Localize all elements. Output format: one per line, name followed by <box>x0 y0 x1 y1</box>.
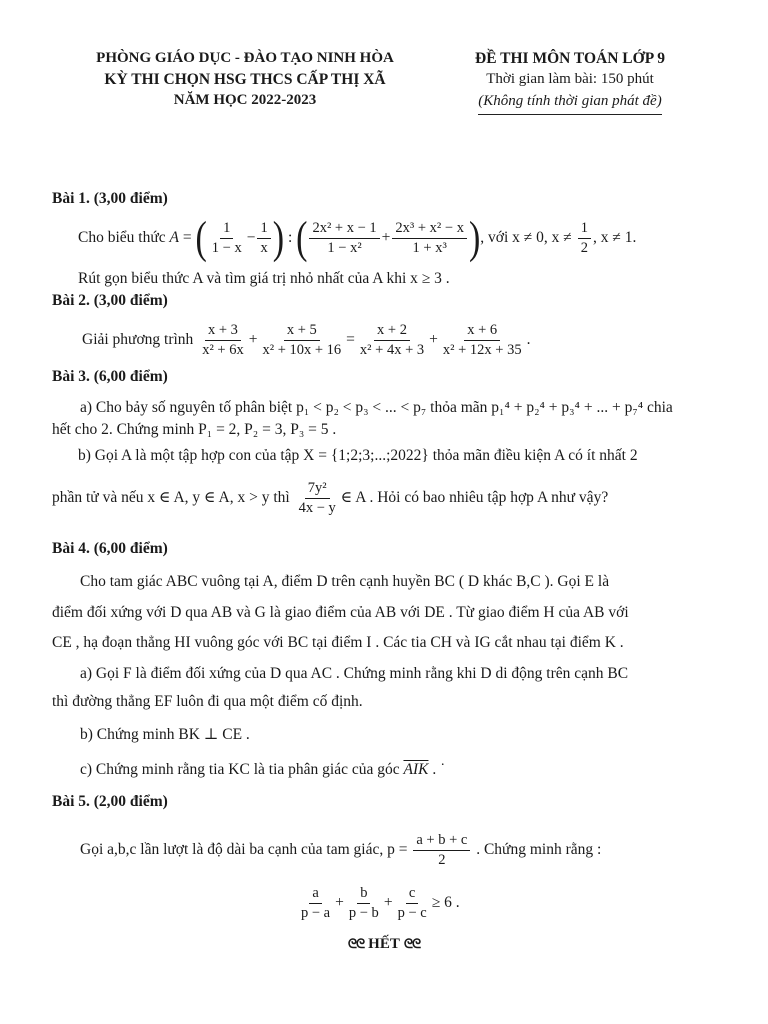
problem-5-title: Bài 5. (2,00 điểm) <box>52 793 168 810</box>
exam-subject: ĐỀ THI MÔN TOÁN LỚP 9 <box>475 50 665 67</box>
fraction <box>309 220 379 257</box>
problem-3-title: Bài 3. (6,00 điểm) <box>52 368 168 385</box>
numerator: 1 <box>578 220 591 239</box>
problem-4c-text: c) Chứng minh rằng tia KC là tia phân giác của góc <box>80 761 404 778</box>
denominator: 2 <box>438 852 446 868</box>
numerator: x + 2 <box>374 322 410 341</box>
problem-4c-text-end: . ˙ <box>428 761 446 778</box>
problem-1-intro: Cho biểu thức <box>78 229 170 247</box>
denominator: 1 + x³ <box>412 240 447 256</box>
numerator: c <box>406 885 418 904</box>
denominator: x² + 4x + 3 <box>359 342 425 358</box>
problem-4-para2: điểm đối xứng với D qua AB và G là giao điểm của AB với DE . Từ giao điểm H của AB với <box>52 604 629 621</box>
numerator: 1 <box>257 220 270 239</box>
condition-text: , với x ≠ 0, x ≠ <box>480 229 576 247</box>
problem-5-text-end: . Chứng minh rằng : <box>472 841 602 859</box>
fraction <box>392 220 467 257</box>
numerator: 1 <box>220 220 233 239</box>
angle-AIK: $\overline{AIK}$ <box>403 761 429 778</box>
problem-5-inequality: $\frac{a}{p - a}$ + $\frac{b}{p - b}$ + $\frac{c}{p - c}$ ≥ 6 . <box>296 885 460 922</box>
problem-1-title: Bài 1. (3,00 điểm) <box>52 190 168 207</box>
denominator: 4x − y <box>298 500 336 516</box>
ornament-left-icon: ᘓᘓ <box>347 936 365 951</box>
problem-5-text: Gọi a,b,c lần lượt là độ dài ba cạnh của tam giác, p = <box>80 841 412 859</box>
problem-3b-line2 <box>52 480 608 517</box>
condition-text-end: , x ≠ 1. <box>592 229 637 247</box>
fraction <box>357 322 427 359</box>
numerator: a + b + c <box>413 832 470 851</box>
fraction <box>413 832 470 869</box>
fraction <box>346 885 382 922</box>
problem-3b-text: phần tử và nếu x ∈ A, y ∈ A, x > y thì <box>52 489 294 507</box>
problem-5-statement <box>80 832 601 869</box>
problem-3b-line1: b) Gọi A là một tập hợp con của tập X = {1;2;3;...;2022} thỏa mãn điều kiện A có ít nhất 2 <box>78 447 638 464</box>
problem-1-expression: Cho biểu thức A = ( $\frac{1}{1 - x}$ − $\frac{1}{x}$ ) : ( $\frac{\text{2x² + x − 1}}{\text{1 − x²}}$ + $\frac{\text{2x³ + x² − x}}{\text{1 + x³}}$ ), với x ≠ 0, x ≠ $\frac{1}{2}$ , x ≠ 1. <box>78 212 637 263</box>
denominator: 1 − x² <box>327 240 362 256</box>
problem-3a-line1: a) Cho bảy số nguyên tố phân biệt p₁ < p₂ < p₃ < ... < p₇ thỏa mãn p₁⁴ + p₂⁴ + p₃⁴ + ... + p₇⁴ chia <box>80 399 673 416</box>
problem-3a-line2: hết cho 2. Chứng minh P₁ = 2, P₂ = 3, P₃ = 5 . <box>52 421 337 438</box>
denominator: x² + 12x + 35 <box>442 342 522 358</box>
problem-4a-line1: a) Gọi F là điểm đối xứng của D qua AC . Chứng minh rằng khi D di động trên cạnh BC <box>80 665 629 682</box>
school-year: NĂM HỌC 2022-2023 <box>173 92 317 108</box>
fraction <box>298 885 333 922</box>
problem-4-para3: CE , hạ đoạn thẳng HI vuông góc với BC tại điểm I . Các tia CH và IG cắt nhau tại điểm K . <box>52 634 624 651</box>
problem-2-title: Bài 2. (3,00 điểm) <box>52 292 168 309</box>
exam-duration: Thời gian làm bài: 150 phút <box>486 71 654 87</box>
fraction <box>259 322 344 359</box>
numerator: x + 3 <box>205 322 241 341</box>
denominator: p − c <box>397 905 427 921</box>
problem-2-equation: Giải phương trình $\frac{x + 3}{\text{x² + 6x}}$ + $\frac{x + 5}{\text{x² + 10x + 16}}$ = $\frac{x + 2}{\text{x² + 4x + 3}}$ + $\frac{x + 6}{\text{x² + 12x + 35}}$ . <box>82 322 531 358</box>
denominator: x <box>260 240 268 256</box>
problem-4c <box>80 760 445 780</box>
fraction <box>440 322 525 359</box>
inequality-tail: ≥ 6 . <box>431 894 460 912</box>
fraction <box>296 480 339 517</box>
denominator: 2 <box>580 240 588 256</box>
numerator: b <box>357 885 370 904</box>
problem-4a-line2: thì đường thẳng EF luôn đi qua một điểm cố định. <box>52 693 363 710</box>
end-text: HẾT <box>368 936 400 952</box>
exam-duration-note: (Không tính thời gian phát đề) <box>478 91 661 115</box>
numerator: 2x³ + x² − x <box>392 220 467 239</box>
problem-2-intro: Giải phương trình <box>82 331 198 349</box>
problem-4-para1: Cho tam giác ABC vuông tại A, điểm D trên cạnh huyền BC ( D khác B,C ). Gọi E là <box>80 573 610 590</box>
exam-name: KỲ THI CHỌN HSG THCS CẤP THỊ XÃ <box>104 71 386 88</box>
variable-A: A <box>169 229 179 247</box>
problem-4-title: Bài 4. (6,00 điểm) <box>52 540 168 557</box>
header-right <box>450 48 690 115</box>
denominator: 1 − x <box>211 240 242 256</box>
ornament-right-icon: ᘓᘓ <box>403 936 421 951</box>
denominator: p − a <box>301 905 331 921</box>
fraction <box>578 220 591 257</box>
department-name: PHÒNG GIÁO DỤC - ĐÀO TẠO NINH HÒA <box>96 50 394 66</box>
numerator: x + 6 <box>464 322 500 341</box>
fraction <box>209 220 245 257</box>
fraction <box>199 322 247 359</box>
numerator: 2x² + x − 1 <box>309 220 379 239</box>
numerator: x + 5 <box>284 322 320 341</box>
problem-3b-text-end: ∈ A . Hỏi có bao nhiêu tập hợp A như vậy? <box>340 489 609 507</box>
fraction <box>257 220 270 257</box>
numerator: a <box>309 885 321 904</box>
end-marker <box>0 936 768 953</box>
fraction <box>395 885 430 922</box>
numerator: 7y² <box>305 480 330 499</box>
problem-4b: b) Chứng minh BK ⊥ CE . <box>80 726 250 743</box>
denominator: p − b <box>348 905 379 921</box>
denominator: x² + 6x <box>202 342 244 358</box>
denominator: x² + 10x + 16 <box>262 342 342 358</box>
header-left <box>60 48 430 111</box>
problem-1-task: Rút gọn biểu thức A và tìm giá trị nhỏ nhất của A khi x ≥ 3 . <box>78 270 450 287</box>
